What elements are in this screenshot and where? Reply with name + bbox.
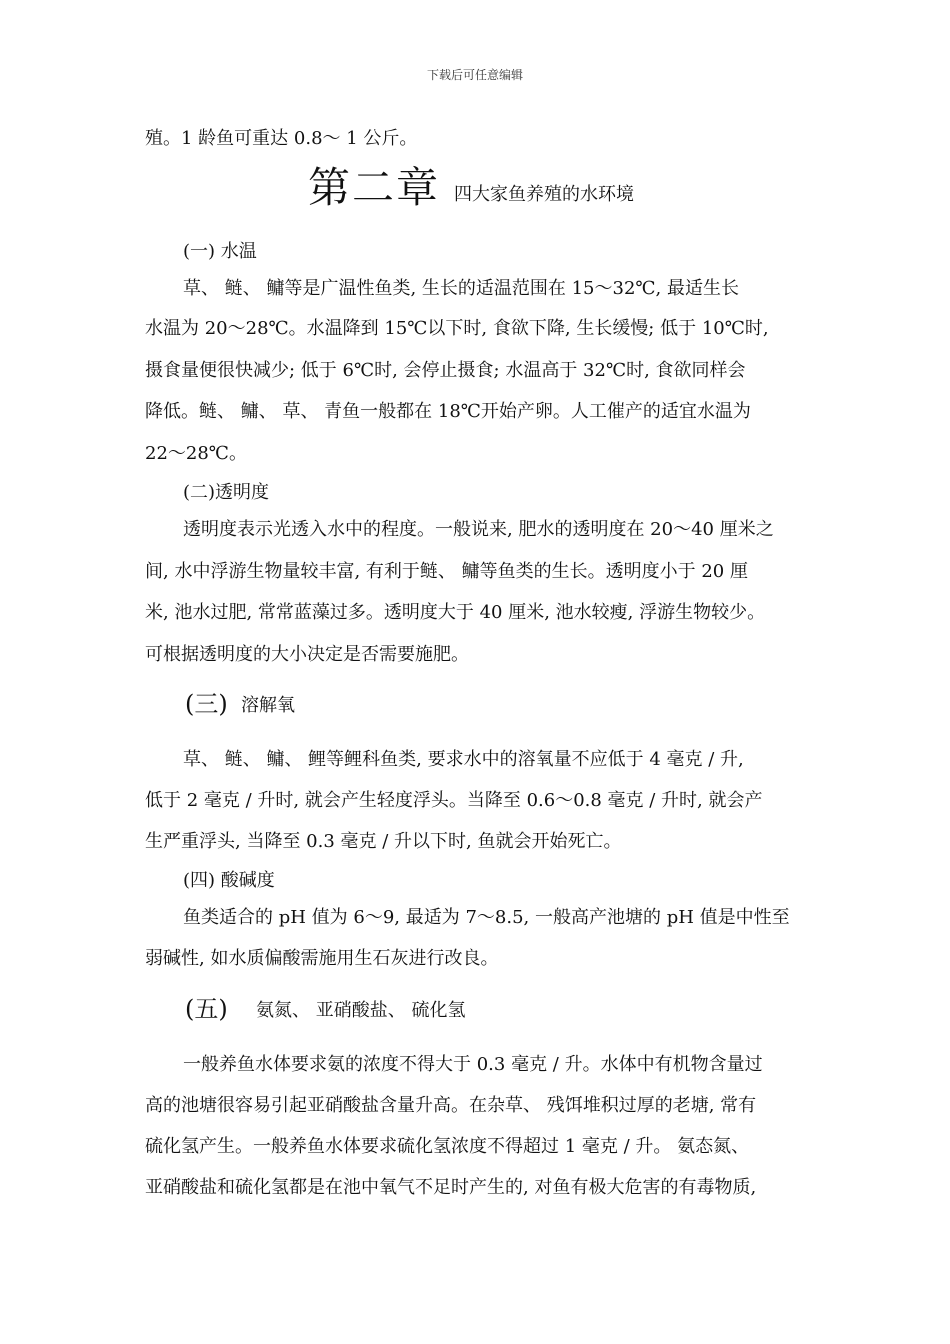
section-heading-number: (三) bbox=[185, 690, 228, 718]
paragraph-line: 摄食量便很快减少; 低于 6℃时, 会停止摄食; 水温高于 32℃时, 食欲同样会 bbox=[145, 360, 746, 381]
paragraph-line: 米, 池水过肥, 常常蓝藻过多。透明度大于 40 厘米, 池水较瘦, 浮游生物较少。 bbox=[145, 602, 766, 623]
section-heading-ammonia-nitrite-sulfide: 氨氮、 亚硝酸盐、 硫化氢 bbox=[256, 1000, 466, 1021]
paragraph-line: 可根据透明度的大小决定是否需要施肥。 bbox=[145, 644, 469, 665]
paragraph-line: 生严重浮头, 当降至 0.3 毫克 / 升以下时, 鱼就会开始死亡。 bbox=[145, 831, 622, 852]
section-heading-dissolved-oxygen: 溶解氧 bbox=[241, 695, 295, 716]
paragraph-line: 低于 2 毫克 / 升时, 就会产生轻度浮头。当降至 0.6～0.8 毫克 / 升时, 就会产 bbox=[145, 790, 763, 811]
chapter-number: 第二章 bbox=[308, 163, 441, 212]
section-heading-transparency: (二)透明度 bbox=[183, 482, 270, 503]
section-heading-water-temperature: (一) 水温 bbox=[183, 241, 257, 262]
paragraph-line: 水温为 20～28℃。水温降到 15℃以下时, 食欲下降, 生长缓慢; 低于 10℃时, bbox=[145, 318, 769, 339]
paragraph-line: 草、 鲢、 鳙、 鲤等鲤科鱼类, 要求水中的溶氧量不应低于 4 毫克 / 升, bbox=[183, 749, 744, 770]
paragraph-line: 一般养鱼水体要求氨的浓度不得大于 0.3 毫克 / 升。水体中有机物含量过 bbox=[183, 1054, 763, 1075]
paragraph-line: 亚硝酸盐和硫化氢都是在池中氧气不足时产生的, 对鱼有极大危害的有毒物质, bbox=[145, 1177, 757, 1198]
paragraph-line: 降低。鲢、 鳙、 草、 青鱼一般都在 18℃开始产卵。人工催产的适宜水温为 bbox=[145, 401, 751, 422]
paragraph-line: 硫化氢产生。一般养鱼水体要求硫化氢浓度不得超过 1 毫克 / 升。 氨态氮、 bbox=[145, 1136, 750, 1157]
section-heading-number: (五) bbox=[185, 995, 228, 1023]
page-header: 下载后可任意编辑 bbox=[426, 68, 523, 82]
section-heading-ph: (四) 酸碱度 bbox=[183, 870, 275, 891]
intro-line: 殖。1 龄鱼可重达 0.8～ 1 公斤。 bbox=[145, 128, 418, 149]
paragraph-line: 高的池塘很容易引起亚硝酸盐含量升高。在杂草、 残饵堆积过厚的老塘, 常有 bbox=[145, 1095, 757, 1116]
paragraph-line: 间, 水中浮游生物量较丰富, 有利于鲢、 鳙等鱼类的生长。透明度小于 20 厘 bbox=[145, 561, 748, 582]
paragraph-line: 22～28℃。 bbox=[145, 443, 247, 464]
paragraph-line: 鱼类适合的 pH 值为 6～9, 最适为 7～8.5, 一般高产池塘的 pH 值是中性至 bbox=[183, 907, 790, 928]
paragraph-line: 草、 鲢、 鳙等是广温性鱼类, 生长的适温范围在 15～32℃, 最适生长 bbox=[183, 278, 739, 299]
paragraph-line: 透明度表示光透入水中的程度。一般说来, 肥水的透明度在 20～40 厘米之 bbox=[183, 519, 774, 540]
chapter-title: 四大家鱼养殖的水环境 bbox=[454, 184, 634, 205]
paragraph-line: 弱碱性, 如水质偏酸需施用生石灰进行改良。 bbox=[145, 948, 499, 969]
